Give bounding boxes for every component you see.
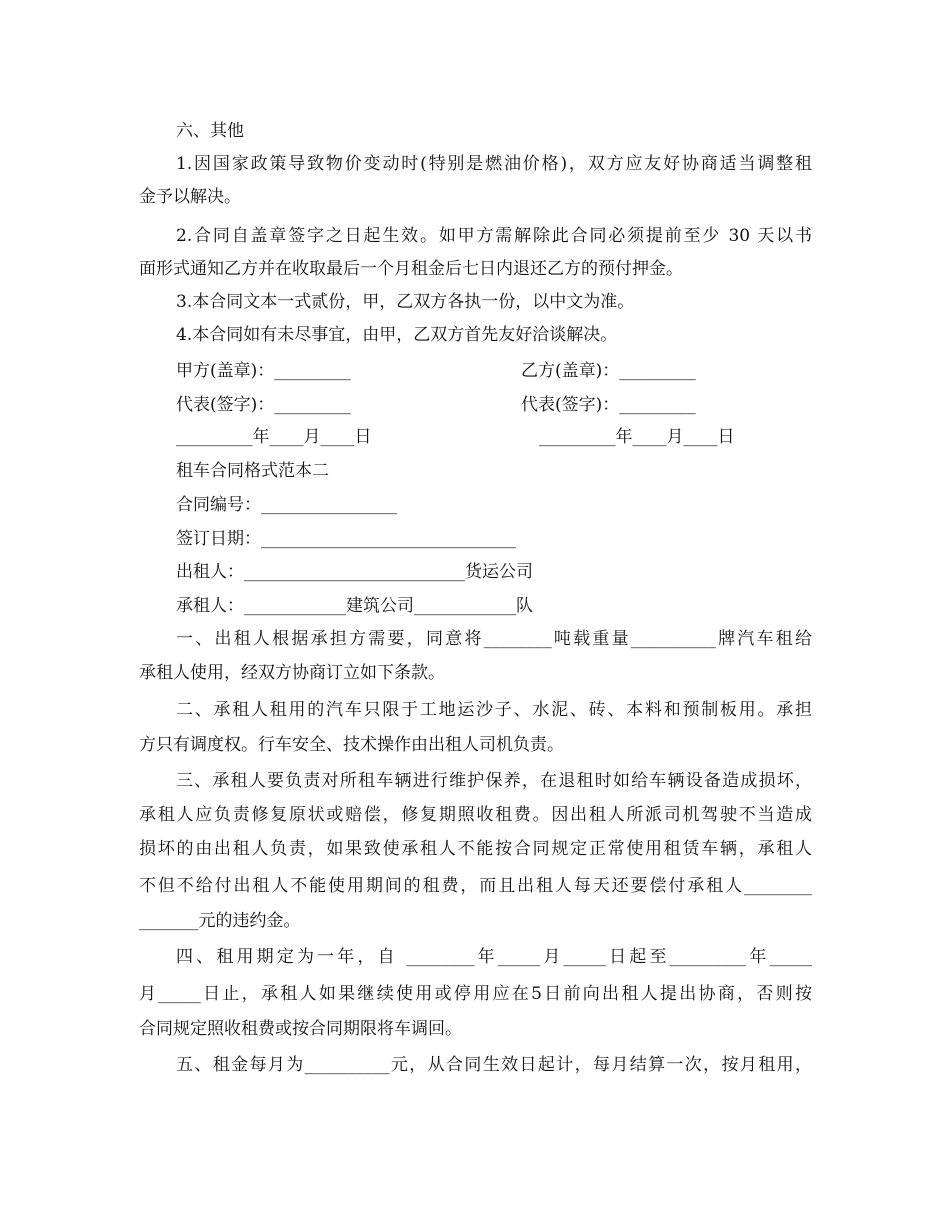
party-a-date-field: _________年____月____日	[176, 427, 372, 447]
clause-1-line-2: 承租人使用，经双方协商订立如下条款。	[139, 663, 445, 683]
clause-2-line-2: 方只有调度权。行车安全、技术操作由出租人司机负责。	[139, 735, 564, 755]
clause-3-line-4: 不但不给付出租人不能使用期间的租费，而且出租人每天还要偿付承租人________	[139, 876, 812, 896]
clause-4-line-3: 合同规定照收租费或按合同期限将车调回。	[139, 1019, 462, 1039]
clause-1-line-1: 一、出租人根据承担方需要，同意将________吨载重量__________牌汽车租给	[176, 629, 812, 649]
section-item-4: 4.本合同如有未尽事宜，由甲，乙双方首先友好洽谈解决。	[176, 325, 618, 345]
party-b-seal-field: 乙方(盖章)：_________	[521, 361, 696, 381]
party-a-seal-field: 甲方(盖章)：_________	[176, 361, 351, 381]
party-a-rep-field: 代表(签字)：_________	[176, 395, 351, 415]
sign-date-field: 签订日期：______________________________	[176, 529, 516, 549]
section-item-3: 3.本合同文本一式贰份，甲，乙双方各执一份，以中文为准。	[176, 292, 635, 312]
section-item-1-line-2: 金予以解决。	[139, 187, 241, 207]
lessor-field: 出租人：__________________________货运公司	[176, 562, 533, 582]
clause-3-line-1: 三、承租人要负责对所租车辆进行维护保养，在退租时如给车辆设备造成损坏，	[176, 771, 812, 791]
clause-3-line-3: 损坏的由出租人负责，如果致使承租人不能按合同规定正常使用租赁车辆，承租人	[139, 839, 812, 859]
template-title: 租车合同格式范本二	[176, 461, 329, 481]
section-item-2-line-2: 面形式通知乙方并在收取最后一个月租金后七日内退还乙方的预付押金。	[139, 259, 683, 279]
party-b-rep-field: 代表(签字)：_________	[521, 395, 696, 415]
clause-3-line-2: 承租人应负责修复原状或赔偿，修复期照收租费。因出租人所派司机驾驶不当造成	[139, 805, 812, 825]
lessee-field: 承租人：____________建筑公司____________队	[176, 596, 533, 616]
clause-5-line-1: 五、租金每月为__________元，从合同生效日起计，每月结算一次，按月租用，	[176, 1055, 812, 1075]
party-b-date-field: _________年____月____日	[539, 427, 735, 447]
section-item-2-line-1: 2.合同自盖章签字之日起生效。如甲方需解除此合同必须提前至少 30 天以书	[176, 226, 812, 246]
clause-4-line-1: 四、租用期定为一年，自 ________年_____月_____日起至_________年_____	[176, 947, 812, 967]
clause-2-line-1: 二、承租人租用的汽车只限于工地运沙子、水泥、砖、本料和预制板用。承担	[176, 700, 812, 720]
clause-4-line-2: 月_____日止，承租人如果继续使用或停用应在5日前向出租人提出协商，否则按	[139, 984, 812, 1004]
clause-3-line-5: _______元的违约金。	[139, 911, 301, 931]
contract-number-field: 合同编号：________________	[176, 495, 397, 515]
section-heading: 六、其他	[176, 121, 244, 141]
section-item-1-line-1: 1.因国家政策导致物价变动时(特别是燃油价格)，双方应友好协商适当调整租	[176, 154, 812, 174]
